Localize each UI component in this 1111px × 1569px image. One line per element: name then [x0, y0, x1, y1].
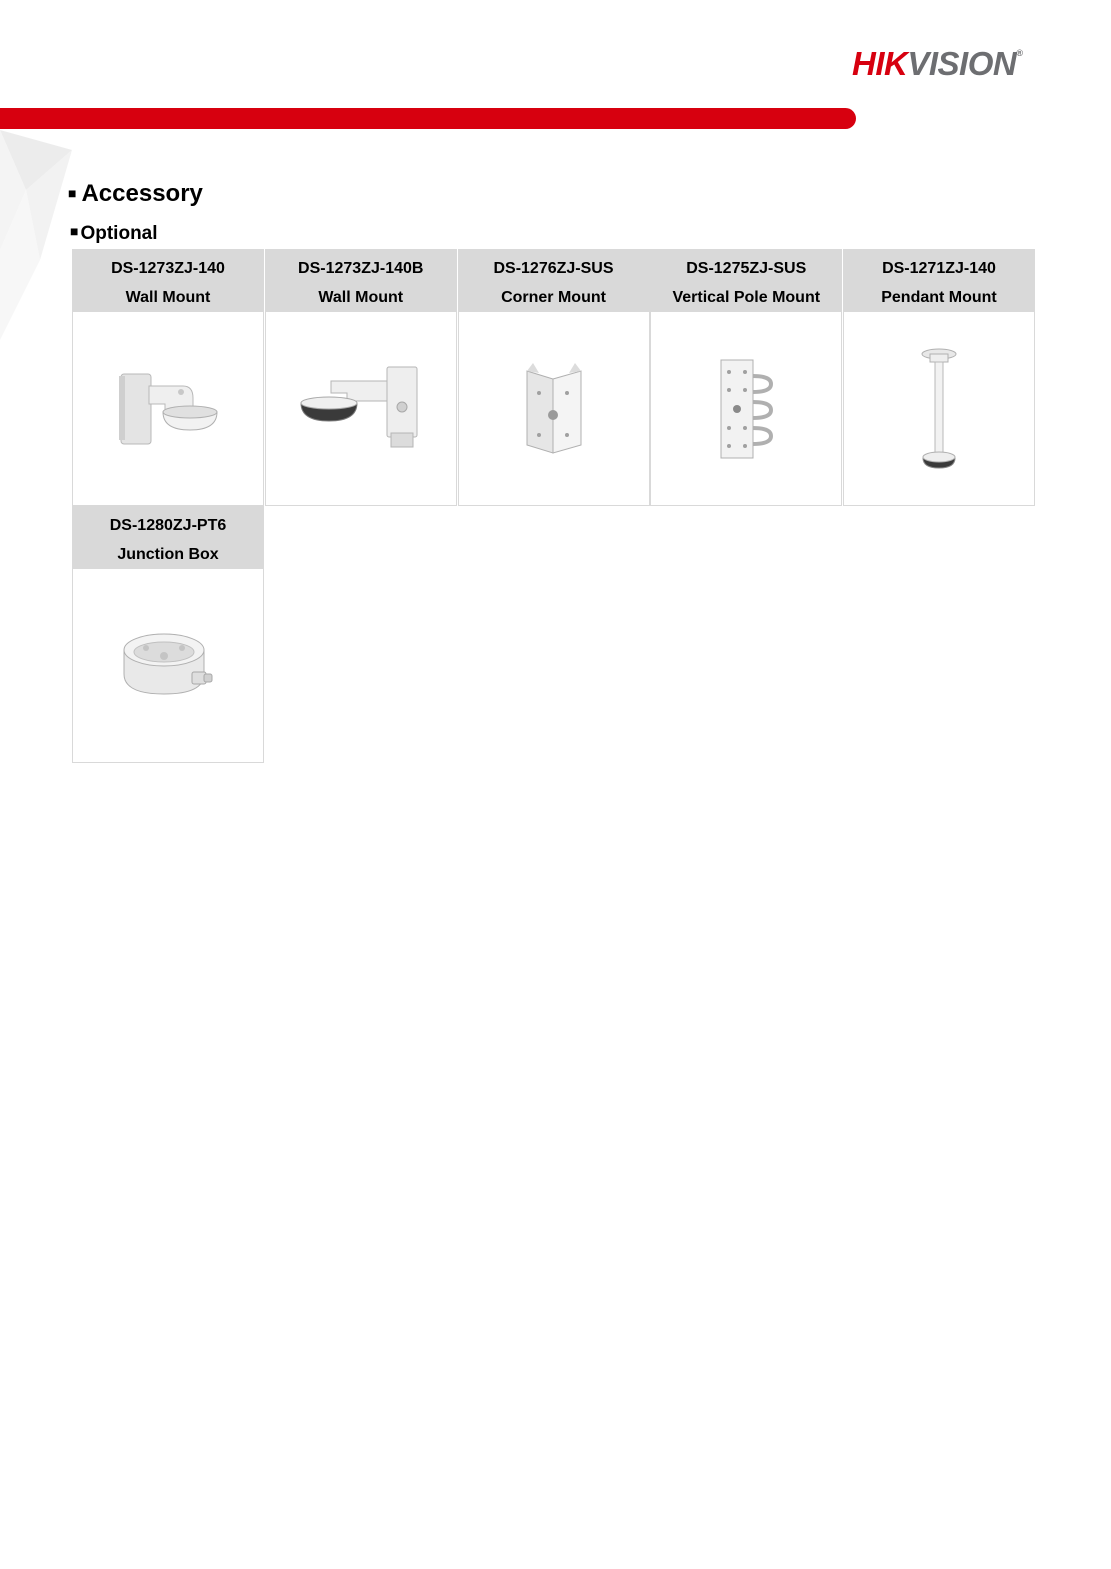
accessory-header: [844, 250, 1034, 312]
logo-text-gray: VISION: [907, 45, 1017, 82]
accessory-type: Wall Mount: [318, 289, 404, 306]
section-title-text: Accessory: [81, 180, 203, 207]
accessory-model: DS-1275ZJ-SUS: [686, 260, 807, 277]
accessory-header: [459, 250, 649, 312]
accessory-row: [72, 506, 1035, 763]
accessory-type: Junction Box: [117, 546, 219, 563]
square-bullet-icon: ■: [68, 185, 77, 201]
accessory-model: DS-1273ZJ-140B: [298, 260, 424, 277]
wall-mount-image: [73, 312, 263, 505]
accessory-table: [72, 249, 1035, 763]
wall-mount-box-image: [266, 312, 456, 505]
section-subtitle: [70, 217, 158, 248]
accessory-card: [650, 249, 842, 506]
decorative-facet-shape: [0, 130, 80, 350]
accessory-type: Vertical Pole Mount: [672, 289, 821, 306]
section-title: [68, 176, 203, 211]
hikvision-logo: [852, 44, 1064, 84]
accessory-header: [73, 250, 263, 312]
accessory-card: [843, 249, 1035, 506]
logo-text-red: HIK: [852, 45, 908, 82]
accessory-header: [266, 250, 456, 312]
junction-box-image: [73, 569, 263, 762]
accessory-card: [265, 249, 457, 506]
accessory-type: Corner Mount: [501, 289, 606, 306]
accessory-card: [72, 249, 264, 506]
logo-registered-mark: ®: [1016, 48, 1023, 58]
accessory-type: Wall Mount: [125, 289, 211, 306]
square-bullet-icon: ■: [70, 223, 79, 239]
accessory-model: DS-1280ZJ-PT6: [109, 517, 227, 534]
accessory-model: DS-1271ZJ-140: [882, 260, 996, 277]
corner-mount-image: [459, 312, 649, 505]
section-subtitle-text: Optional: [80, 223, 158, 244]
accessory-header: [73, 507, 263, 569]
pendant-mount-image: [844, 312, 1034, 505]
accessory-card: [458, 249, 650, 506]
accessory-header: [651, 250, 841, 312]
accessory-row: [72, 249, 1035, 506]
accessory-model: DS-1276ZJ-SUS: [493, 260, 614, 277]
accessory-card: [72, 506, 264, 763]
header-red-bar: [0, 108, 856, 129]
accessory-type: Pendant Mount: [881, 289, 997, 306]
pole-mount-image: [651, 312, 841, 505]
accessory-model: DS-1273ZJ-140: [111, 260, 225, 277]
